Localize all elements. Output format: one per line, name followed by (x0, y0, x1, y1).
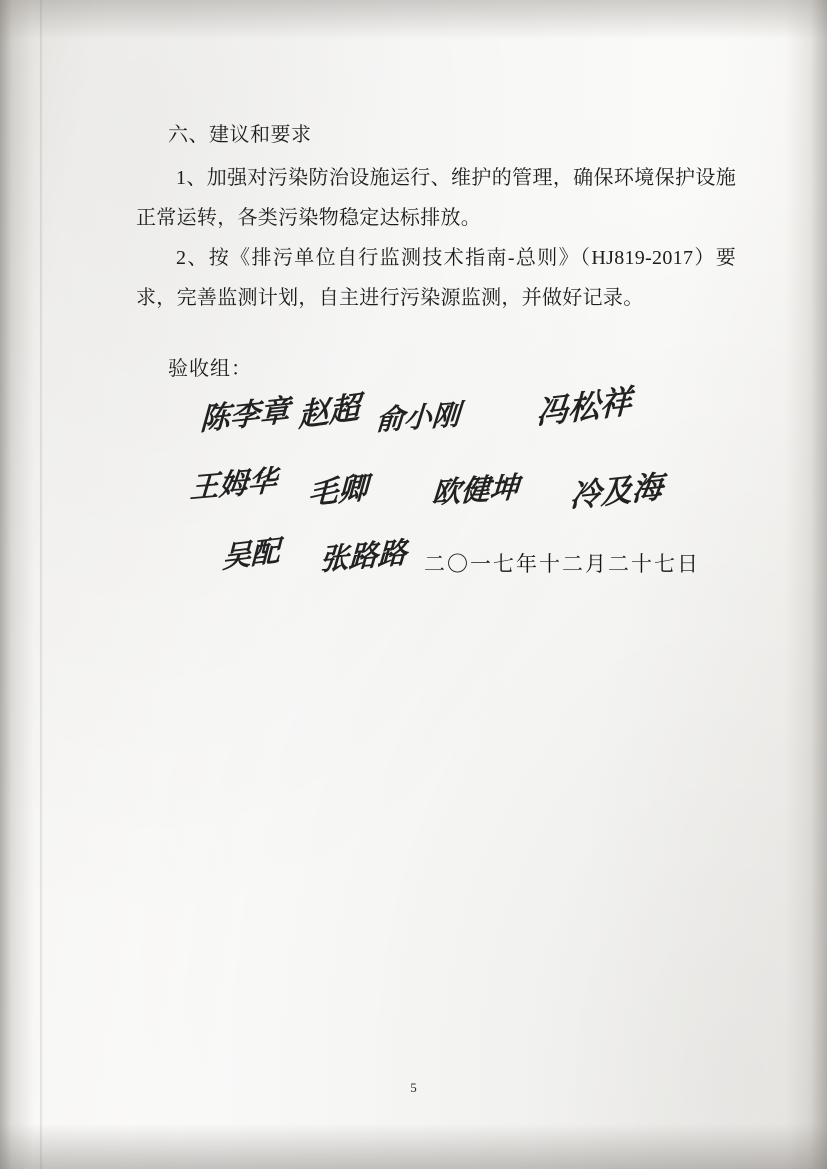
page-number: 5 (410, 1080, 417, 1095)
paragraph-2: 2、按《排污单位自行监测技术指南-总则》（HJ819-2017）要求，完善监测计划，自主进行污染源监测，并做好记录。 (136, 247, 736, 309)
signature: 毛卿 (307, 470, 369, 513)
signature: 赵超 (298, 389, 360, 435)
acceptance-group-label: 验收组： (168, 358, 252, 380)
date-line: 二〇一七年十二月二十七日 (424, 552, 700, 576)
section-heading: 六、建议和要求 (168, 124, 312, 146)
signature: 俞小刚 (374, 397, 461, 438)
signature: 张路路 (319, 535, 408, 577)
paragraph-1: 1、加强对污染防治设施运行、维护的管理，确保环境保护设施正常运转，各类污染物稳定达标排放。 (136, 167, 736, 229)
signature: 吴配 (221, 533, 281, 575)
signature: 冷及海 (569, 469, 664, 516)
signature: 欧健坤 (430, 469, 521, 511)
signature: 王姆华 (189, 463, 278, 505)
signature: 陈李章 (199, 393, 291, 438)
signature: 冯松祥 (535, 381, 632, 433)
